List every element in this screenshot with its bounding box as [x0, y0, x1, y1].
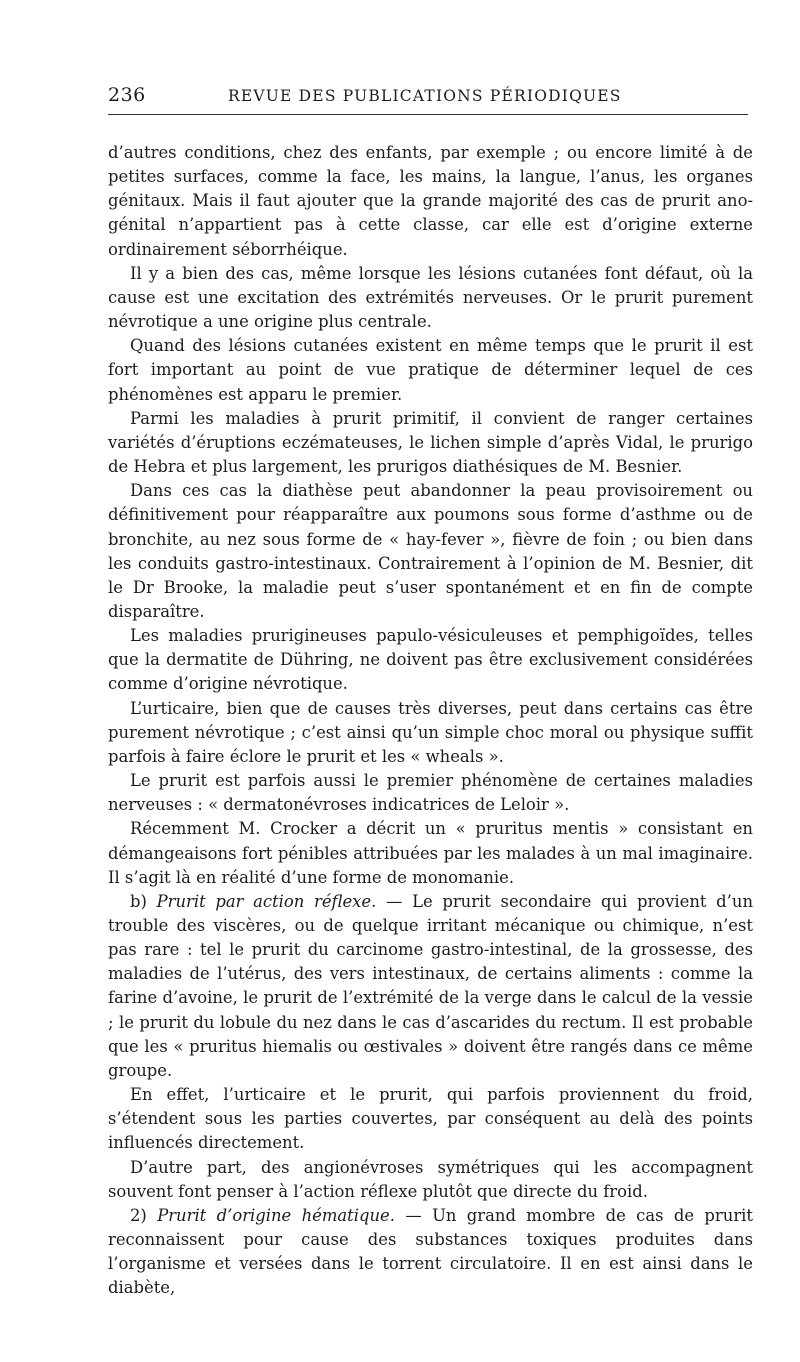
page-number: 236 — [108, 84, 146, 106]
paragraph-section-b: b) Prurit par action réflexe. — Le prurit secondaire qui provient d’un trouble des viscères, ou de quelque irritant mécanique ou chimique, n’est pas rare : tel le prurit du carcinome gastro-intestinal, de la grossesse, des maladies de l’utérus, des vers intestinaux, de certains aliments : comme la farine d’avoine, le prurit de l’extrémité de la verge dans le calcul de la vessie ; le prurit du lobule du nez dans le cas d’ascarides du rectum. Il est probable que les « pruritus hiemalis ou œstivales » doivent être rangés dans ce même groupe. — [108, 891, 753, 1080]
section-heading: Prurit par action réflexe. — [156, 891, 377, 911]
paragraph: Parmi les maladies à prurit primitif, il convient de ranger certaines variétés d’éruptions eczémateuses, le lichen simple d’après Vidal, le prurigo de Hebra et plus largement, les prurigos diathésiques de M. Besnier. — [108, 408, 753, 477]
body-text — [108, 141, 753, 1301]
section-heading: Prurit d’origine hématique. — [157, 1205, 395, 1225]
paragraph: En effet, l’urticaire et le prurit, qui parfois proviennent du froid, s’étendent sous les parties couvertes, par conséquent au delà des points influencés directement. — [108, 1085, 753, 1153]
paragraph: Quand des lésions cutanées existent en même temps que le prurit il est fort important au point de vue pratique de déterminer lequel de ces phénomènes est apparu le premier. — [108, 336, 753, 404]
paragraph-section-2: 2) Prurit d’origine hématique. — Un grand mombre de cas de prurit reconnaissent pour cause des substances toxiques produites dans l’organisme et versées dans le torrent circulatoire. Il en est ainsi dans le diabète, — [108, 1205, 753, 1298]
paragraph: d’autres conditions, chez des enfants, par exemple ; ou encore limité à de petites surfaces, comme la face, les mains, la langue, l’anus, les organes génitaux. Mais il faut ajouter que la grande majorité des cas de prurit ano-génital n’appartient pas à cette classe, car elle est d’origine externe ordinairement séborrhéique. — [108, 143, 753, 259]
paragraph: Dans ces cas la diathèse peut abandonner la peau provisoirement ou définitivement pour réapparaître aux poumons sous forme d’asthme ou de bronchite, au nez sous forme de « hay-fever », fièvre de foin ; ou bien dans les conduits gastro-intestinaux. Contrairement à l’opinion de M. Besnier, dit le Dr Brooke, la maladie peut s’user spontanément et en fin de compte disparaître. — [108, 481, 753, 621]
paragraph: Le prurit est parfois aussi le premier phénomène de certaines maladies nerveuses : « dermatonévroses indicatrices de Leloir ». — [108, 771, 753, 815]
page-header — [108, 78, 748, 115]
paragraph: Récemment M. Crocker a décrit un « pruritus mentis » consistant en démangeaisons fort pénibles attribuées par les malades à un mal imaginaire. Il s’agit là en réalité d’une forme de monomanie. — [108, 819, 753, 887]
paragraph: Il y a bien des cas, même lorsque les lésions cutanées font défaut, où la cause est une excitation des extrémités nerveuses. Or le prurit purement névrotique a une origine plus centrale. — [108, 263, 753, 332]
paragraph: Les maladies prurigineuses papulo-vésiculeuses et pemphigoïdes, telles que la dermatite de Dühring, ne doivent pas être exclusivement considérées comme d’origine névrotique. — [108, 626, 753, 694]
running-title: REVUE DES PUBLICATIONS PÉRIODIQUES — [228, 87, 622, 105]
paragraph: L’urticaire, bien que de causes très diverses, peut dans certains cas être purement névrotique ; c’est ainsi qu’un simple choc moral ou physique suffit parfois à faire éclore le prurit et les « wheals ». — [108, 698, 753, 766]
paragraph: D’autre part, des angionévroses symétriques qui les accompagnent souvent font penser à l’action réflexe plutôt que directe du froid. — [108, 1157, 753, 1201]
